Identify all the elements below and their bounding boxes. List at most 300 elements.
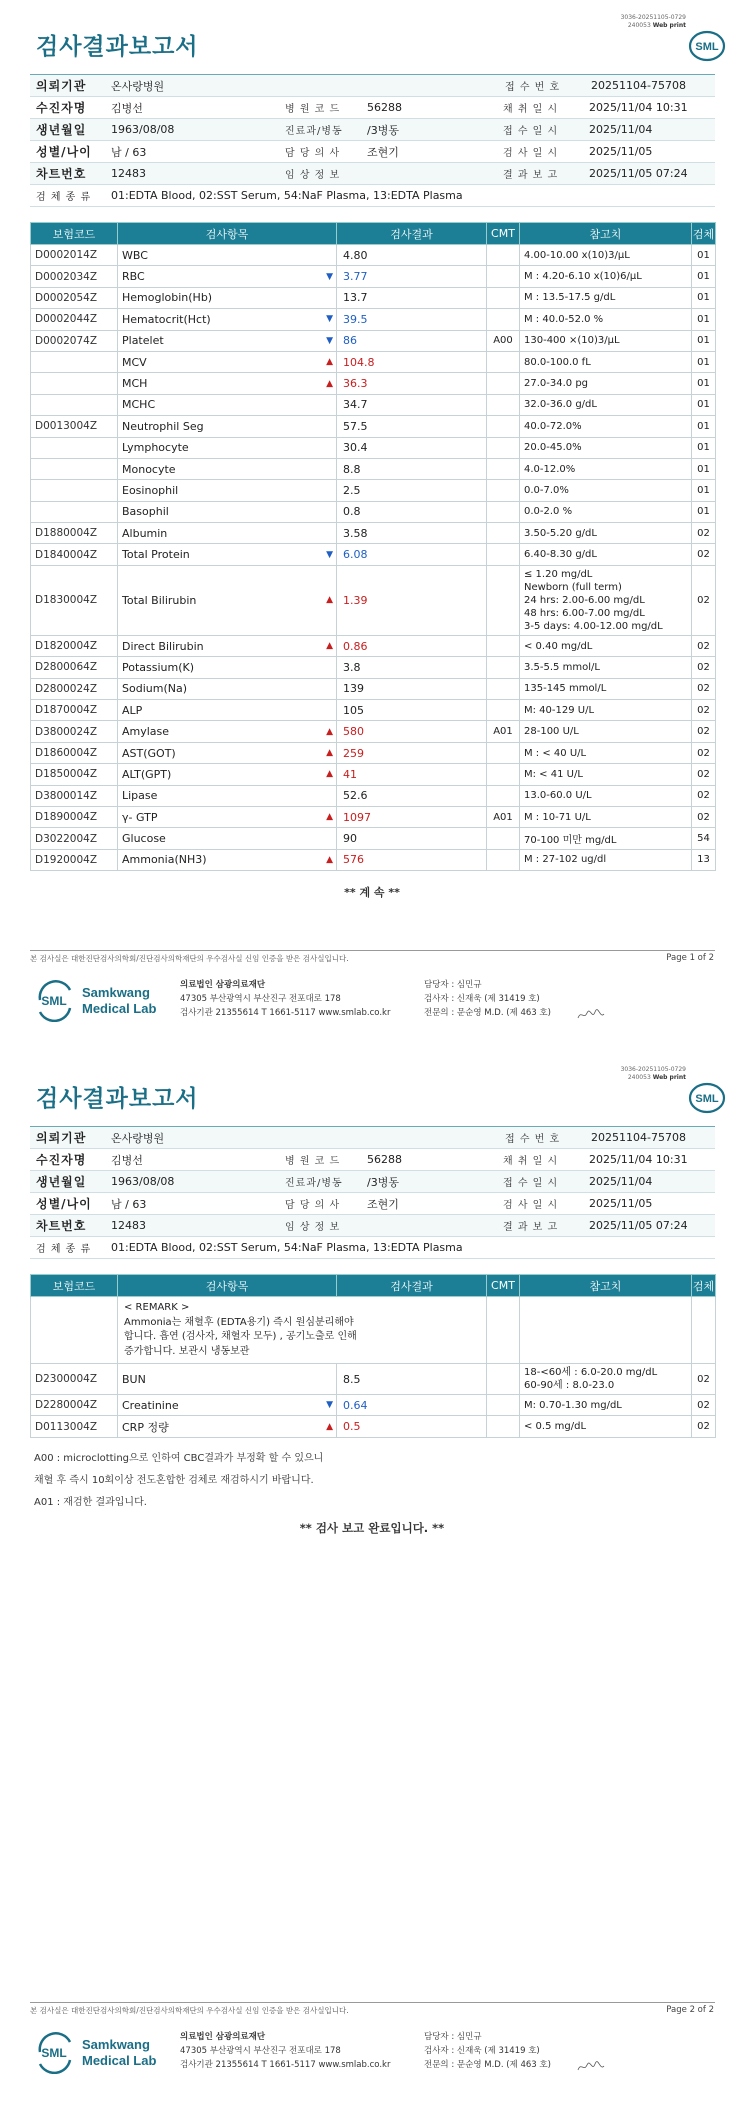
- specimen-code: 01: [692, 266, 716, 287]
- org-contact: 검사기관 21355614 T 1661-5117 www.smlab.co.kr: [180, 1008, 391, 1018]
- report-date-label: 결 과 보 고: [503, 170, 559, 181]
- info-row: [30, 97, 715, 119]
- hospital-label: 의뢰기관: [36, 79, 87, 93]
- test-item-label: Total Bilirubin: [122, 593, 197, 607]
- insurance-code: D0002014Z: [31, 245, 118, 266]
- result-row: [31, 678, 716, 699]
- comment-code: [487, 480, 520, 501]
- manager: 담당자 : 심민규: [424, 980, 482, 990]
- logo-text: SML: [695, 41, 719, 53]
- test-result: 57.5: [337, 416, 487, 437]
- comment-code: [487, 523, 520, 544]
- dob-value: 1963/08/08: [111, 123, 175, 136]
- dept-label: 진료과/병동: [285, 1178, 343, 1189]
- reference-line: 48 hrs: 6.00-7.00 mg/dL: [524, 607, 645, 619]
- reference-range: < 0.5 mg/dL: [520, 1416, 692, 1437]
- result-row: [31, 458, 716, 479]
- result-row: [31, 266, 716, 287]
- test-item: [118, 437, 337, 458]
- reception-no-value: 20251104-75708: [591, 79, 686, 92]
- insurance-code: D1920004Z: [31, 849, 118, 870]
- info-row: [30, 1193, 715, 1215]
- test-item: [118, 1364, 337, 1395]
- comment-code: [487, 351, 520, 372]
- specimen-code: 01: [692, 480, 716, 501]
- stamp-id: 3036-20251105-0729: [620, 1066, 686, 1073]
- remark-empty: [487, 1297, 520, 1364]
- test-result: 2.5: [337, 480, 487, 501]
- test-item: [118, 1416, 337, 1437]
- specimen-code: 01: [692, 287, 716, 308]
- low-flag-icon: ▼: [326, 335, 333, 346]
- test-result: 41: [337, 764, 487, 785]
- header-specimen: 검체: [692, 1275, 716, 1297]
- comment-code: [487, 373, 520, 394]
- result-row: [31, 700, 716, 721]
- results-table: [30, 222, 716, 871]
- test-item: [118, 657, 337, 678]
- note-line: A01 : 재검한 결과입니다.: [34, 1497, 147, 1508]
- test-result: 4.80: [337, 245, 487, 266]
- reference-range: 4.0-12.0%: [520, 458, 692, 479]
- doctor-label: 담 당 의 사: [285, 148, 341, 159]
- result-row: [31, 373, 716, 394]
- reference-range: M: 0.70-1.30 mg/dL: [520, 1395, 692, 1416]
- results-table: [30, 1274, 716, 1438]
- comment-code: [487, 1395, 520, 1416]
- test-result: 104.8: [337, 351, 487, 372]
- test-result: 13.7: [337, 287, 487, 308]
- clinical-label: 임 상 정 보: [285, 1222, 341, 1233]
- test-item-label: Platelet: [122, 334, 164, 348]
- insurance-code: D2280004Z: [31, 1395, 118, 1416]
- info-row: [30, 1237, 715, 1259]
- insurance-code: D3022004Z: [31, 828, 118, 849]
- test-item: [118, 266, 337, 287]
- insurance-code: D1840004Z: [31, 544, 118, 565]
- header-ref: 참고치: [520, 1275, 692, 1297]
- comment-code: [487, 849, 520, 870]
- sml-logo-icon: [688, 30, 726, 62]
- specimen-code: 02: [692, 1416, 716, 1437]
- test-result: 1.39: [337, 565, 487, 635]
- insurance-code: D1870004Z: [31, 700, 118, 721]
- logo-text: SML: [695, 1093, 719, 1105]
- insurance-code: D3800014Z: [31, 785, 118, 806]
- header-cmt: CMT: [487, 1275, 520, 1297]
- remark-line: Ammonia는 채혈후 (EDTA용기) 즉시 원심분리해야: [124, 1316, 354, 1328]
- print-stamp: [606, 14, 686, 30]
- insurance-code: D1880004Z: [31, 523, 118, 544]
- low-flag-icon: ▼: [326, 1400, 333, 1411]
- reference-range: M : < 40 U/L: [520, 742, 692, 763]
- test-item-label: CRP 정량: [122, 1420, 169, 1434]
- reference-range: 0.0-2.0 %: [520, 501, 692, 522]
- certification-text: 본 검사실은 대한진단검사의학회/진단검사의학재단의 우수검사실 신임 인증을 받은 검사실입니다.: [30, 954, 349, 963]
- comment-code: [487, 437, 520, 458]
- org-info: [180, 978, 390, 1020]
- patient-value: 김병선: [111, 1153, 143, 1167]
- reference-range: M: < 41 U/L: [520, 764, 692, 785]
- reference-range: < 0.40 mg/dL: [520, 635, 692, 656]
- patient-label: 수진자명: [36, 101, 87, 115]
- remark-cell: [118, 1297, 487, 1364]
- insurance-code: D0002054Z: [31, 287, 118, 308]
- patient-info-table: [30, 74, 715, 207]
- info-row: [30, 75, 715, 97]
- brand-line2: Medical Lab: [82, 1001, 157, 1016]
- comment-code: [487, 416, 520, 437]
- test-item-label: Sodium(Na): [122, 682, 187, 696]
- brand-line2: Medical Lab: [82, 2053, 157, 2068]
- dob-label: 생년월일: [36, 1175, 87, 1189]
- org-address: 47305 부산광역시 부산진구 전포대로 178: [180, 994, 341, 1004]
- hospital-code-value: 56288: [367, 101, 402, 114]
- test-item: [118, 309, 337, 330]
- test-item-label: Hemoglobin(Hb): [122, 291, 213, 305]
- specimen-code: 02: [692, 764, 716, 785]
- remark-empty: [692, 1297, 716, 1364]
- result-row: [31, 501, 716, 522]
- test-item: [118, 1395, 337, 1416]
- insurance-code: D0013004Z: [31, 416, 118, 437]
- result-row: [31, 828, 716, 849]
- specimen-code: 02: [692, 657, 716, 678]
- test-item: [118, 678, 337, 699]
- result-row: [31, 309, 716, 330]
- specialist: 전문의 : 문순영 M.D. (제 463 호): [424, 2060, 551, 2070]
- result-row: [31, 742, 716, 763]
- doctor-value: 조현기: [367, 1197, 399, 1211]
- specimen-code: 02: [692, 635, 716, 656]
- test-result: 3.8: [337, 657, 487, 678]
- report-done-text: ** 검사 보고 완료입니다. **: [299, 1521, 445, 1535]
- test-item: [118, 458, 337, 479]
- reference-range: 20.0-45.0%: [520, 437, 692, 458]
- note-line: A00 : microclotting으로 인하여 CBC결과가 부정확 할 수 있으니: [34, 1453, 324, 1464]
- stamp-id: 3036-20251105-0729: [620, 14, 686, 21]
- info-row: [30, 141, 715, 163]
- specimen-code: 01: [692, 309, 716, 330]
- test-result: 39.5: [337, 309, 487, 330]
- reference-range: 40.0-72.0%: [520, 416, 692, 437]
- result-row: [31, 1416, 716, 1437]
- receive-date-value: 2025/11/04: [589, 123, 653, 136]
- result-row: [31, 544, 716, 565]
- test-item: [118, 480, 337, 501]
- dept-label: 진료과/병동: [285, 126, 343, 137]
- high-flag-icon: ▲: [326, 748, 333, 758]
- high-flag-icon: ▲: [326, 854, 333, 865]
- receive-date-label: 접 수 일 시: [503, 126, 559, 137]
- result-row: [31, 523, 716, 544]
- result-row: [31, 480, 716, 501]
- comment-code: [487, 678, 520, 699]
- specimen-code: 01: [692, 373, 716, 394]
- result-row: [31, 1364, 716, 1395]
- continued-text: ** 계 속 **: [344, 886, 400, 899]
- header-code: 보험코드: [31, 1275, 118, 1297]
- test-result: 30.4: [337, 437, 487, 458]
- test-item-label: Neutrophil Seg: [122, 419, 204, 433]
- test-item: [118, 742, 337, 763]
- comment-code: [487, 700, 520, 721]
- reference-range: 13.0-60.0 U/L: [520, 785, 692, 806]
- dept-value: /3병동: [367, 1175, 399, 1189]
- result-row: [31, 565, 716, 635]
- result-row: [31, 657, 716, 678]
- dob-label: 생년월일: [36, 123, 87, 137]
- comment-code: [487, 309, 520, 330]
- test-result: 6.08: [337, 544, 487, 565]
- test-item-label: Basophil: [122, 505, 169, 519]
- test-item-label: Potassium(K): [122, 660, 195, 674]
- header-ref: 참고치: [520, 223, 692, 245]
- test-item: [118, 544, 337, 565]
- test-result: 0.86: [337, 635, 487, 656]
- table-header-row: [31, 223, 716, 245]
- signature-icon: [576, 2060, 606, 2074]
- specimen-code: 02: [692, 565, 716, 635]
- info-row: [30, 1171, 715, 1193]
- specimen-value: 01:EDTA Blood, 02:SST Serum, 54:NaF Plasma, 13:EDTA Plasma: [111, 189, 463, 202]
- test-item-label: WBC: [122, 248, 148, 262]
- sex-age-label: 성별/나이: [36, 145, 92, 159]
- header-result: 검사결과: [337, 1275, 487, 1297]
- header-code: 보험코드: [31, 223, 118, 245]
- specimen-code: 02: [692, 523, 716, 544]
- insurance-code: D2800064Z: [31, 657, 118, 678]
- result-row: [31, 416, 716, 437]
- test-result: 576: [337, 849, 487, 870]
- comment-code: [487, 287, 520, 308]
- patient-value: 김병선: [111, 101, 143, 115]
- sex-age-label: 성별/나이: [36, 1197, 92, 1211]
- specimen-code: 02: [692, 785, 716, 806]
- test-result: 259: [337, 742, 487, 763]
- specimen-code: 01: [692, 394, 716, 415]
- manager: 담당자 : 심민규: [424, 2032, 482, 2042]
- collect-date-label: 채 취 일 시: [503, 1156, 559, 1167]
- chart-no-label: 차트번호: [36, 1219, 87, 1233]
- collect-date-value: 2025/11/04 10:31: [589, 101, 688, 114]
- high-flag-icon: ▲: [326, 641, 333, 652]
- report-date-label: 결 과 보 고: [503, 1222, 559, 1233]
- reception-no-label: 접 수 번 호: [505, 82, 561, 93]
- collect-date-value: 2025/11/04 10:31: [589, 1153, 688, 1166]
- remark-line: 합니다. 흡연 (검사자, 채혈자 모두) , 공기노출로 인해: [124, 1331, 357, 1342]
- test-item-label: Amylase: [122, 725, 170, 739]
- reception-no-label: 접 수 번 호: [505, 1134, 561, 1145]
- remark-row: [31, 1297, 716, 1364]
- high-flag-icon: ▲: [326, 357, 333, 368]
- comment-code: [487, 764, 520, 785]
- header-item: 검사항목: [118, 1275, 337, 1297]
- insurance-code: D1860004Z: [31, 742, 118, 763]
- reference-range: M: 40-129 U/L: [520, 700, 692, 721]
- comment-code: [487, 828, 520, 849]
- remark-title: < REMARK >: [124, 1302, 190, 1313]
- specimen-code: 13: [692, 849, 716, 870]
- reference-line: 3-5 days: 4.00-12.00 mg/dL: [524, 620, 663, 632]
- doctor-label: 담 당 의 사: [285, 1200, 341, 1211]
- reference-range: 32.0-36.0 g/dL: [520, 394, 692, 415]
- staff-info: [424, 978, 551, 1020]
- test-result: 3.58: [337, 523, 487, 544]
- report-page-2: [0, 1052, 744, 2104]
- low-flag-icon: ▼: [326, 549, 333, 560]
- reference-line: Newborn (full term): [524, 581, 622, 593]
- header-item: 검사항목: [118, 223, 337, 245]
- specimen-code: 01: [692, 351, 716, 372]
- result-row: [31, 849, 716, 870]
- test-item-label: Albumin: [122, 526, 168, 540]
- test-item: [118, 764, 337, 785]
- comment-code: [487, 742, 520, 763]
- specimen-code: 02: [692, 742, 716, 763]
- tester: 검사자 : 신재욱 (제 31419 호): [424, 994, 540, 1004]
- reference-range: 6.40-8.30 g/dL: [520, 544, 692, 565]
- sex-age-value: 남 / 63: [111, 145, 147, 159]
- test-item-label: MCH: [122, 377, 148, 391]
- info-row: [30, 185, 715, 207]
- test-result: 8.8: [337, 458, 487, 479]
- comment-code: [487, 565, 520, 635]
- test-item: [118, 373, 337, 394]
- page-title: 검사결과보고서: [36, 1086, 199, 1112]
- test-item-label: MCV: [122, 355, 147, 369]
- note-line: 채혈 후 즉시 10회이상 전도혼합한 검체로 재검하시기 바랍니다.: [34, 1475, 314, 1486]
- comment-code: [487, 1416, 520, 1437]
- test-result: 3.77: [337, 266, 487, 287]
- collect-date-label: 채 취 일 시: [503, 104, 559, 115]
- result-row: [31, 785, 716, 806]
- info-row: [30, 1127, 715, 1149]
- page-number: Page 2 of 2: [666, 2005, 714, 2015]
- reference-range: 27.0-34.0 pg: [520, 373, 692, 394]
- insurance-code: D1850004Z: [31, 764, 118, 785]
- org-name: 의료법인 삼광의료재단: [180, 2032, 266, 2042]
- test-item-label: Creatinine: [122, 1398, 179, 1412]
- insurance-code: D0002034Z: [31, 266, 118, 287]
- comment-code: A01: [487, 806, 520, 827]
- specimen-code: 02: [692, 544, 716, 565]
- comment-code: [487, 458, 520, 479]
- reference-range: 130-400 ×(10)3/μL: [520, 330, 692, 351]
- stamp-num: 240053: [627, 1074, 651, 1081]
- test-item-label: Total Protein: [122, 548, 190, 562]
- reference-range: 28-100 U/L: [520, 721, 692, 742]
- test-result: 0.5: [337, 1416, 487, 1437]
- org-address: 47305 부산광역시 부산진구 전포대로 178: [180, 2046, 341, 2056]
- insurance-code: [31, 458, 118, 479]
- hospital-label: 의뢰기관: [36, 1131, 87, 1145]
- header-result: 검사결과: [337, 223, 487, 245]
- test-result: 105: [337, 700, 487, 721]
- specimen-code: 02: [692, 1395, 716, 1416]
- test-date-value: 2025/11/05: [589, 1197, 653, 1210]
- test-item-label: Hematocrit(Hct): [122, 312, 211, 326]
- test-item-label: MCHC: [122, 398, 156, 412]
- reference-line: ≤ 1.20 mg/dL: [524, 568, 593, 580]
- specimen-code: 01: [692, 245, 716, 266]
- specimen-code: 01: [692, 501, 716, 522]
- info-row: [30, 119, 715, 141]
- test-item-label: Lymphocyte: [122, 441, 189, 455]
- result-row: [31, 764, 716, 785]
- footer-divider: [30, 2002, 715, 2003]
- patient-info-table: [30, 1126, 715, 1259]
- brand-line1: Samkwang: [82, 985, 150, 1000]
- test-item: [118, 849, 337, 870]
- reference-line: 18-<60세 : 6.0-20.0 mg/dL: [524, 1367, 658, 1378]
- report-date-value: 2025/11/05 07:24: [589, 1219, 688, 1232]
- reference-range: 4.00-10.00 x(10)3/μL: [520, 245, 692, 266]
- hospital-code-label: 병 원 코 드: [285, 1156, 341, 1167]
- table-header-row: [31, 1275, 716, 1297]
- high-flag-icon: ▲: [326, 812, 333, 823]
- test-result: 86: [337, 330, 487, 351]
- samkwang-logo-icon: [34, 978, 164, 1022]
- comment-code: [487, 1364, 520, 1395]
- test-date-label: 검 사 일 시: [503, 1200, 559, 1211]
- logo-sml-text: SML: [41, 2046, 67, 2060]
- low-flag-icon: ▼: [326, 314, 333, 325]
- test-item-label: γ- GTP: [122, 810, 158, 824]
- high-flag-icon: ▲: [326, 595, 333, 606]
- reference-range: M : 27-102 ug/dl: [520, 849, 692, 870]
- stamp-label: Web print: [652, 1074, 686, 1081]
- header-cmt: CMT: [487, 223, 520, 245]
- staff-info: [424, 2030, 551, 2072]
- result-row: [31, 245, 716, 266]
- reference-range: 135-145 mmol/L: [520, 678, 692, 699]
- tester: 검사자 : 신재욱 (제 31419 호): [424, 2046, 540, 2056]
- insurance-code: [31, 373, 118, 394]
- test-item: [118, 721, 337, 742]
- hospital-value: 온사랑병원: [111, 1131, 165, 1145]
- test-item-label: AST(GOT): [122, 746, 176, 760]
- signature-icon: [576, 1008, 606, 1022]
- test-item-label: Glucose: [122, 832, 166, 846]
- test-result: 90: [337, 828, 487, 849]
- info-row: [30, 163, 715, 185]
- test-item-label: RBC: [122, 270, 145, 284]
- brand-line1: Samkwang: [82, 2037, 150, 2052]
- insurance-code: D2300004Z: [31, 1364, 118, 1395]
- reference-range: 70-100 미만 mg/dL: [520, 828, 692, 849]
- logo-sml-text: SML: [41, 994, 67, 1008]
- comment-code: A00: [487, 330, 520, 351]
- test-item: [118, 394, 337, 415]
- specimen-code: 01: [692, 437, 716, 458]
- insurance-code: D0002044Z: [31, 309, 118, 330]
- test-result: 0.8: [337, 501, 487, 522]
- result-row: [31, 351, 716, 372]
- insurance-code: D0113004Z: [31, 1416, 118, 1437]
- high-flag-icon: ▲: [326, 726, 333, 737]
- insurance-code: D1830004Z: [31, 565, 118, 635]
- test-item-label: ALT(GPT): [122, 767, 172, 781]
- insurance-code: [31, 351, 118, 372]
- result-row: [31, 806, 716, 827]
- stamp-label: Web print: [652, 22, 686, 29]
- patient-label: 수진자명: [36, 1153, 87, 1167]
- comment-code: [487, 785, 520, 806]
- reference-range: M : 10-71 U/L: [520, 806, 692, 827]
- test-item-label: Eosinophil: [122, 483, 179, 497]
- test-item: [118, 565, 337, 635]
